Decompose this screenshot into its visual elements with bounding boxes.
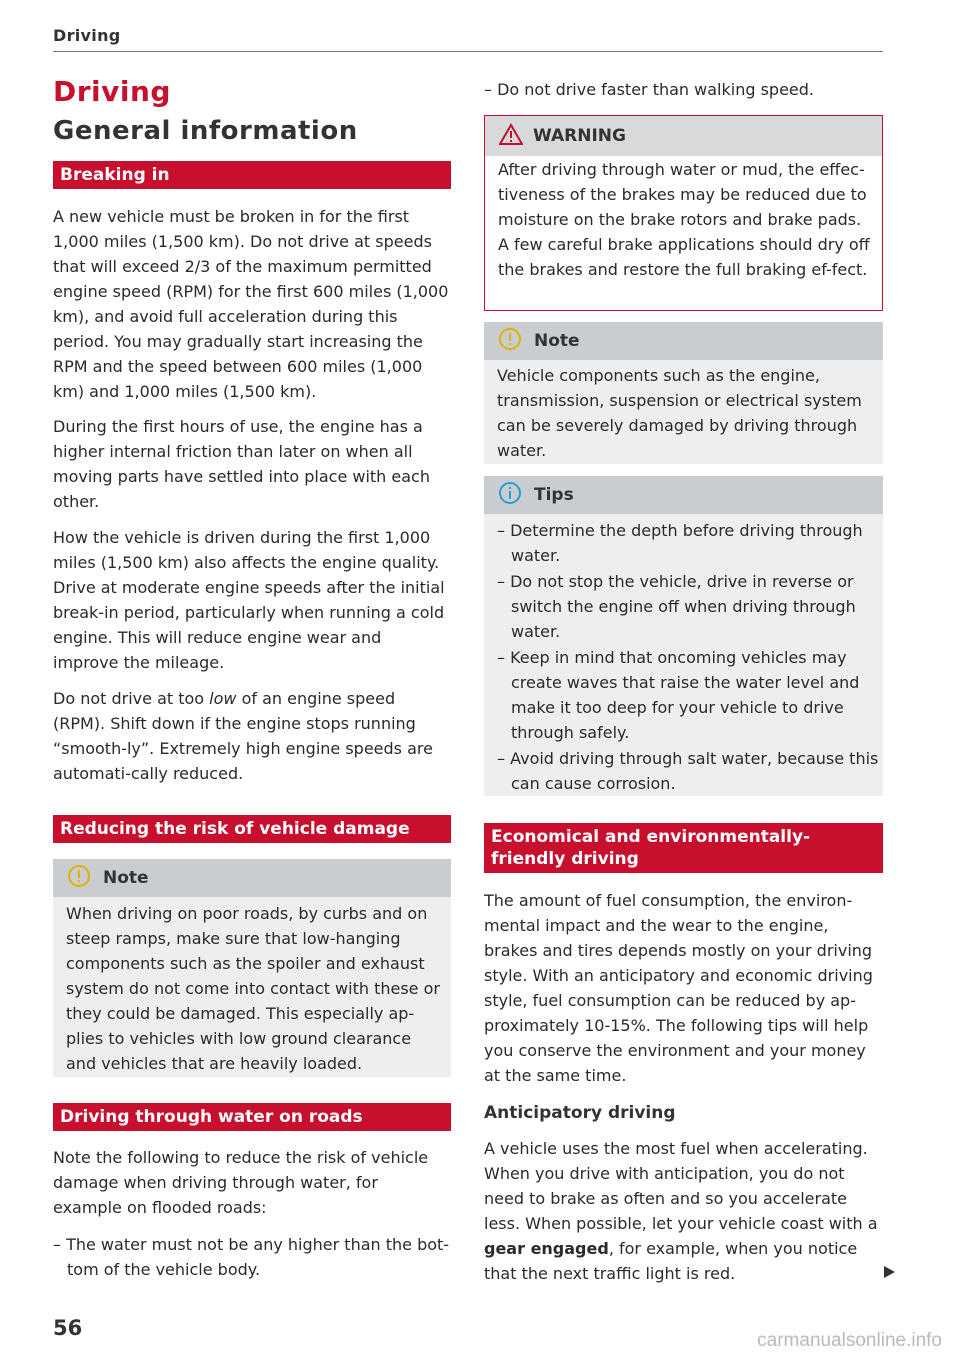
- header-rule: [53, 51, 883, 52]
- banner-water: [53, 1103, 451, 1131]
- watermark: carmanualsonline.info: [757, 1330, 942, 1351]
- tips-item: – Determine the depth before driving through water.: [497, 521, 863, 565]
- text-segment: A vehicle uses the most fuel when accelerating. When you drive with anticipation, you do not need to brake as often and so you accelerate less. When possible, let your vehicle coast with a: [484, 1139, 878, 1233]
- continue-arrow-icon: [884, 1266, 895, 1278]
- note-icon: [67, 864, 91, 892]
- paragraph-water: Note the following to reduce the risk of vehicle damage when driving through water, for example on flooded roads:: [53, 1148, 429, 1217]
- note-text: Vehicle components such as the engine, transmission, suspension or electrical system can be severely damaged by driving through water.: [497, 366, 862, 460]
- section-title: General information: [53, 116, 358, 146]
- emphasis-low: low: [209, 689, 237, 708]
- tips-item: – Do not stop the vehicle, drive in reverse or switch the engine off when driving through water.: [497, 572, 856, 641]
- text-segment: , for example, when you notice that the next traffic light is red.: [484, 1239, 858, 1283]
- bold-gear-engaged: gear engaged: [484, 1239, 609, 1258]
- paragraph-breaking-in-3: How the vehicle is driven during the first 1,000 miles (1,500 km) also affects the engine quality. Drive at moderate engine speeds after the initial break-in period, particularly when running a cold engine. This will reduce engine wear and improve the mileage.: [53, 528, 445, 672]
- bullet-walking-speed: – Do not drive faster than walking speed.: [484, 80, 814, 99]
- tips-icon: [498, 481, 522, 509]
- note-title: Note: [534, 331, 580, 351]
- banner-economical: [484, 823, 883, 873]
- warning-text: After driving through water or mud, the effec-tiveness of the brakes may be reduced due to moisture on the brake rotors and brake pads. A few careful brake applications should dry off the brakes and restore the full braking ef-fect.: [498, 160, 870, 279]
- note-box-header: [53, 859, 451, 897]
- paragraph-economical: The amount of fuel consumption, the environ-mental impact and the wear to the engine, brakes and tires depends mostly on your driving style. With an anticipatory and economic driving style, fuel consumption can be reduced by ap-proximately 10-15%. The following tips will help you conserve the environment and your money at the same time.: [484, 891, 873, 1085]
- tips-title: Tips: [534, 485, 574, 505]
- text-segment: of an engine speed (RPM). Shift down if the engine stops running “smooth-ly”. Extremely high engine speeds are automati-cally reduced.: [53, 689, 433, 783]
- paragraph-breaking-in-2: During the first hours of use, the engine has a higher internal friction than later on when all moving parts have settled into place with each other.: [53, 417, 430, 511]
- warning-box: [484, 115, 883, 311]
- warning-box-header: [485, 116, 882, 156]
- chapter-title: Driving: [53, 75, 171, 108]
- bullet-water-height: – The water must not be any higher than the bot-tom of the vehicle body.: [53, 1235, 450, 1279]
- banner-title: Reducing the risk of vehicle damage: [60, 819, 410, 839]
- tips-box-body: [484, 514, 883, 796]
- tips-item: – Avoid driving through salt water, because this can cause corrosion.: [497, 749, 879, 793]
- banner-title: Driving through water on roads: [60, 1107, 363, 1127]
- banner-title: Economical and environmentally-friendly driving: [491, 827, 811, 869]
- paragraph-anticipatory: [484, 1136, 883, 1286]
- note-box-body: [484, 360, 883, 464]
- paragraph-breaking-in-1: A new vehicle must be broken in for the first 1,000 miles (1,500 km). Do not drive at speeds that will exceed 2/3 of the maximum permitted engine speed (RPM) for the first 600 miles (1,000 km), and avoid full acceleration during this period. You may gradually start increasing the RPM and the speed between 600 miles (1,000 km) and 1,000 miles (1,500 km).: [53, 207, 449, 401]
- note-box-header: [484, 322, 883, 360]
- warning-title: WARNING: [533, 126, 626, 146]
- note-text: When driving on poor roads, by curbs and on steep ramps, make sure that low-hanging components such as the spoiler and exhaust system do not come into contact with these or they could be damaged. This especially ap-plies to vehicles with low ground clearance and vehicles that are heavily loaded.: [66, 904, 440, 1073]
- banner-title: Breaking in: [60, 165, 170, 185]
- paragraph-breaking-in-4: [53, 686, 451, 786]
- note-icon: [498, 327, 522, 355]
- warning-icon: [499, 123, 523, 149]
- note-title: Note: [103, 868, 149, 888]
- page-number: 56: [53, 1316, 83, 1340]
- banner-breaking-in: [53, 161, 451, 189]
- tips-box-header: [484, 476, 883, 514]
- text-segment: Do not drive at too: [53, 689, 210, 708]
- running-head: Driving: [53, 26, 121, 45]
- subheading-anticipatory: Anticipatory driving: [484, 1103, 676, 1123]
- banner-vehicle-damage: [53, 815, 451, 843]
- note-box-body: [53, 897, 451, 1077]
- tips-item: – Keep in mind that oncoming vehicles may create waves that raise the water level and make it too deep for your vehicle to drive through safely.: [497, 648, 860, 742]
